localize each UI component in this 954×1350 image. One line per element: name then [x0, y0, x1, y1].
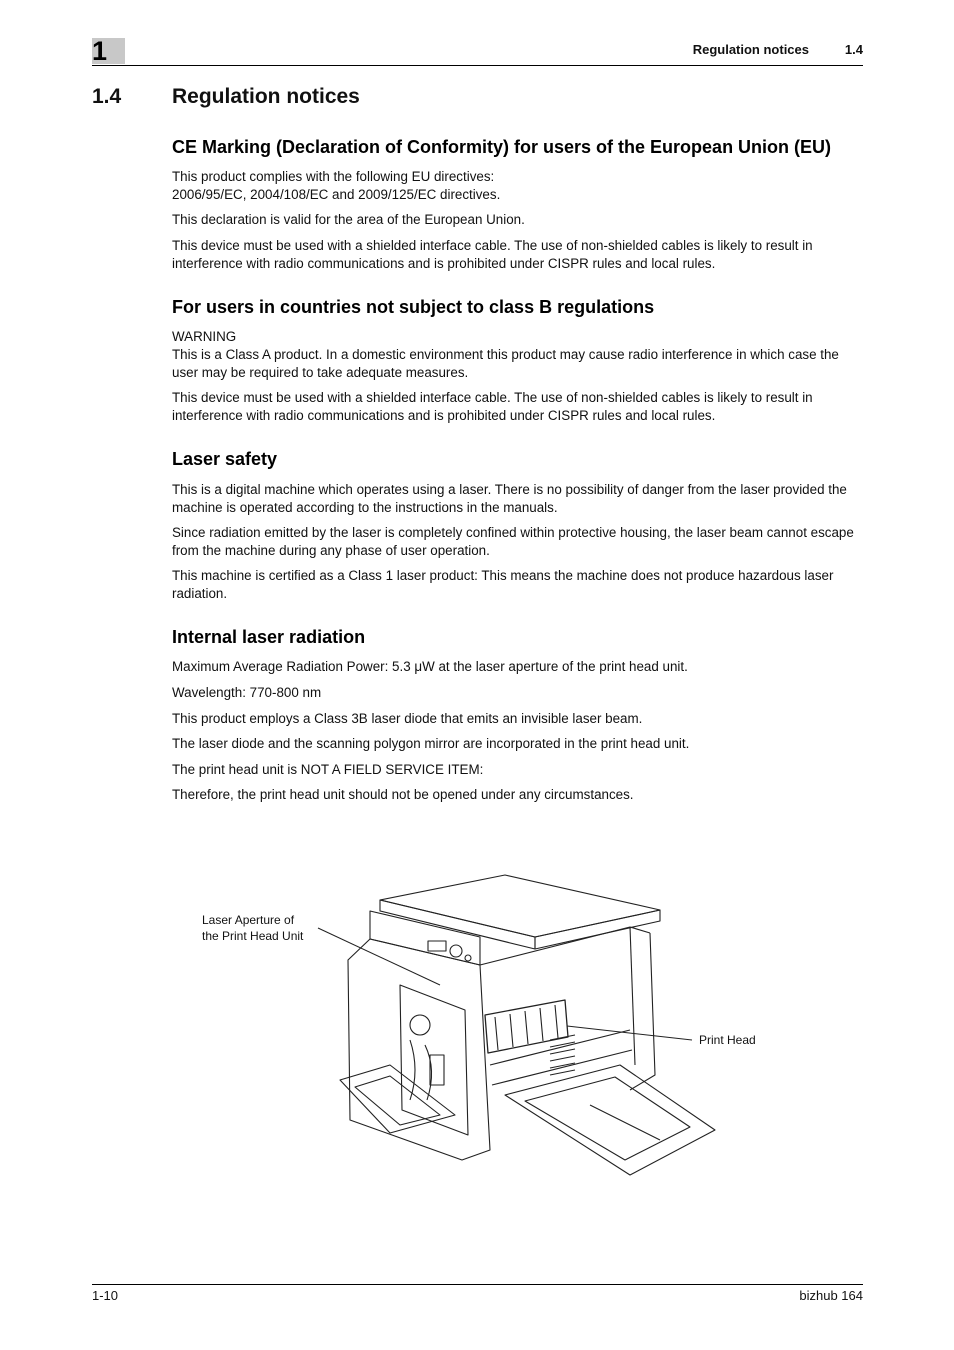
internal-paragraph-2: Wavelength: 770-800 nm	[172, 685, 322, 700]
internal-heading: Internal laser radiation	[172, 627, 366, 647]
ce-paragraph-3: This device must be used with a shielded interface cable. The use of non-shielded cables is likely to result in interference with radio communications and is prohibited under CISPR rules and local rules.	[172, 238, 813, 271]
ce-paragraph-2: This declaration is valid for the area of the European Union.	[172, 212, 525, 227]
chapter-number: 1	[92, 36, 108, 66]
callout-print-head: Print Head	[699, 1033, 756, 1047]
laser-paragraph-2: Since radiation emitted by the laser is completely confined within protective housing, the laser beam cannot escape from the machine during any phase of user operation.	[172, 525, 854, 558]
callout-aperture-line2: the Print Head Unit	[202, 929, 304, 943]
warning-label: WARNING	[172, 329, 237, 344]
classb-heading: For users in countries not subject to class B regulations	[172, 297, 655, 317]
ce-p1-line1: This product complies with the following EU directives:	[172, 169, 495, 184]
internal-paragraph-5: The print head unit is NOT A FIELD SERVICE ITEM:	[172, 762, 484, 777]
callout-aperture-line1: Laser Aperture of	[202, 913, 295, 927]
running-section-ref: 1.4	[844, 42, 863, 57]
classb-paragraph-2: This device must be used with a shielded interface cable. The use of non-shielded cables is likely to result in interference with radio communications and is prohibited under CISPR rules and local rules.	[172, 390, 813, 423]
product-name: bizhub 164	[799, 1288, 863, 1303]
internal-paragraph-1: Maximum Average Radiation Power: 5.3 μW at the laser aperture of the print head unit.	[172, 659, 688, 674]
warning-text: This is a Class A product. In a domestic environment this product may cause radio interference in which case the user may be required to take adequate measures.	[172, 347, 839, 380]
internal-paragraph-4: The laser diode and the scanning polygon mirror are incorporated in the print head unit.	[172, 736, 690, 751]
section-number: 1.4	[92, 85, 122, 108]
ce-heading: CE Marking (Declaration of Conformity) for users of the European Union (EU)	[172, 137, 832, 157]
laser-paragraph-3: This machine is certified as a Class 1 laser product: This means the machine does not produce hazardous laser radiation.	[172, 568, 834, 601]
laser-paragraph-1: This is a digital machine which operates using a laser. There is no possibility of danger from the laser provided the machine is operated according to the instructions in the manuals.	[172, 482, 847, 515]
ce-p1-line2: 2006/95/EC, 2004/108/EC and 2009/125/EC directives.	[172, 187, 501, 202]
section-title: Regulation notices	[172, 85, 360, 108]
internal-paragraph-3: This product employs a Class 3B laser diode that emits an invisible laser beam.	[172, 711, 643, 726]
laser-heading: Laser safety	[172, 449, 278, 469]
internal-paragraph-6: Therefore, the print head unit should not be opened under any circumstances.	[172, 787, 634, 802]
running-title: Regulation notices	[692, 42, 809, 57]
page-number: 1-10	[92, 1288, 119, 1303]
callout-laser-aperture	[202, 912, 303, 944]
footer-rule	[92, 1284, 863, 1285]
